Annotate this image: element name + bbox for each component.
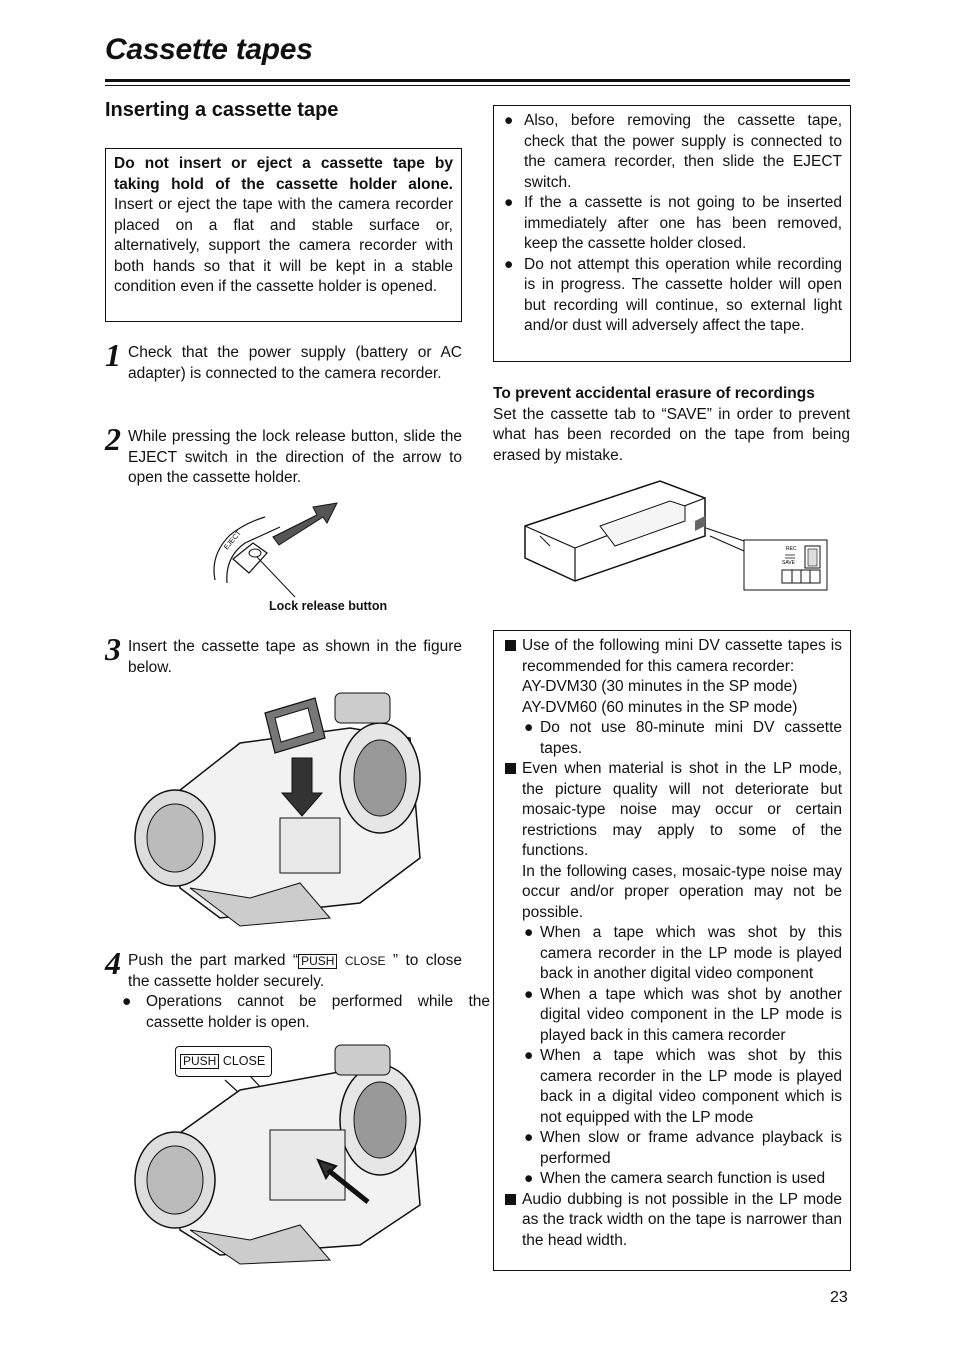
note-item: Even when material is shot in the LP mode, the picture quality will not deteriorate but mosaic-type noise may occur or certain restrictions may apply to some of the functions. [500,759,842,862]
cassette-illustration [520,476,830,594]
push-label-2: PUSH [180,1054,219,1069]
rec-label: REC [786,546,797,552]
step-4-bullet: ● Operations cannot be performed while the cassette holder is open. [122,993,490,1031]
page-title: Cassette tapes [105,33,313,66]
note-subitem: ● When slow or frame advance playback is performed [524,1129,842,1167]
page-number: 23 [830,1289,848,1306]
camera-insert-illustration [130,688,435,928]
close-label-2: CLOSE [222,1054,266,1068]
note-subitem: ● When a tape which was shot by this camera recorder in the LP mode is played back in another digital video component [524,924,842,982]
note-subitem: ● When a tape which was shot by another digital video component in the LP mode is played back in this camera recorder [524,985,842,1044]
notes-box-tapes [493,630,851,1271]
note-item: ● If the a cassette is not going to be inserted immediately after one has been removed, keep the cassette holder closed. [504,194,842,252]
save-label: SAVE [782,560,795,566]
close-label: CLOSE [344,954,386,968]
step-text-a: Push the part marked “ [128,952,299,969]
tape-model: AY-DVM60 (60 minutes in the SP mode) [522,698,798,716]
note-subitem: ● When the camera search function is used [524,1170,826,1187]
title-rule [105,79,850,82]
note-item: ● Also, before removing the cassette tape, check that the power supply is connected to the camera recorder, then slide the EJECT switch. [504,112,842,191]
note-item: Use of the following mini DV cassette tapes is recommended for this camera recorder: [500,636,842,677]
title-rule-thin [105,85,850,86]
warning-bold: Do not insert or eject a cassette tape by taking hold of the cassette holder alone. [114,155,453,193]
erasure-text: Set the cassette tab to “SAVE” in order to prevent what has been recorded on the tape from being erased by mistake. [493,405,850,464]
note-item: ● Do not attempt this operation while recording is in progress. The cassette holder will open but recording will continue, so external light and/or dust will adversely affect the tape. [504,255,842,334]
note-subitem: ● Do not use 80-minute mini DV cassette tapes. [524,719,842,757]
eject-switch-illustration [205,495,355,600]
notes-box-eject [493,105,851,362]
step-number: 2 [105,421,121,457]
note-item: Audio dubbing is not possible in the LP mode as the track width on the tape is narrower than the head width. [500,1190,842,1252]
step-number: 1 [105,337,121,373]
note-subitem: ● When a tape which was shot by this camera recorder in the LP mode is played back in a digital video component which is not equipped with the LP mode [524,1047,842,1126]
step-4 [105,945,490,1031]
note-item-cont: In the following cases, mosaic-type noise may occur and/or proper operation may not be possible. [522,862,842,921]
step-text: While pressing the lock release button, slide the EJECT switch in the direction of the arrow to open the cassette holder. [128,428,462,486]
step-number: 3 [105,631,121,667]
erasure-title: To prevent accidental erasure of recordings [493,385,815,402]
step-number: 4 [105,945,121,981]
warning-text: Insert or eject the tape with the camera recorder placed on a flat and stable surface or, alternatively, support the camera recorder with both hands so that it will be kept in a stable condition even if the cassette holder is opened. [114,196,453,295]
step-text: Insert the cassette tape as shown in the figure below. [128,638,462,676]
warning-box [105,148,462,322]
push-label: PUSH [298,954,337,969]
tape-model: AY-DVM30 (30 minutes in the SP mode) [522,678,798,695]
eject-label: EJECT [223,529,243,552]
section-heading: Inserting a cassette tape [105,99,339,121]
lock-release-caption: Lock release button [269,599,388,613]
step-text: Check that the power supply (battery or AC adapter) is connected to the camera recorder. [128,344,462,382]
step-text-b: ” to close the cassette holder securely. [128,952,462,990]
erasure-section [493,384,850,466]
camera-close-illustration [130,1040,435,1265]
